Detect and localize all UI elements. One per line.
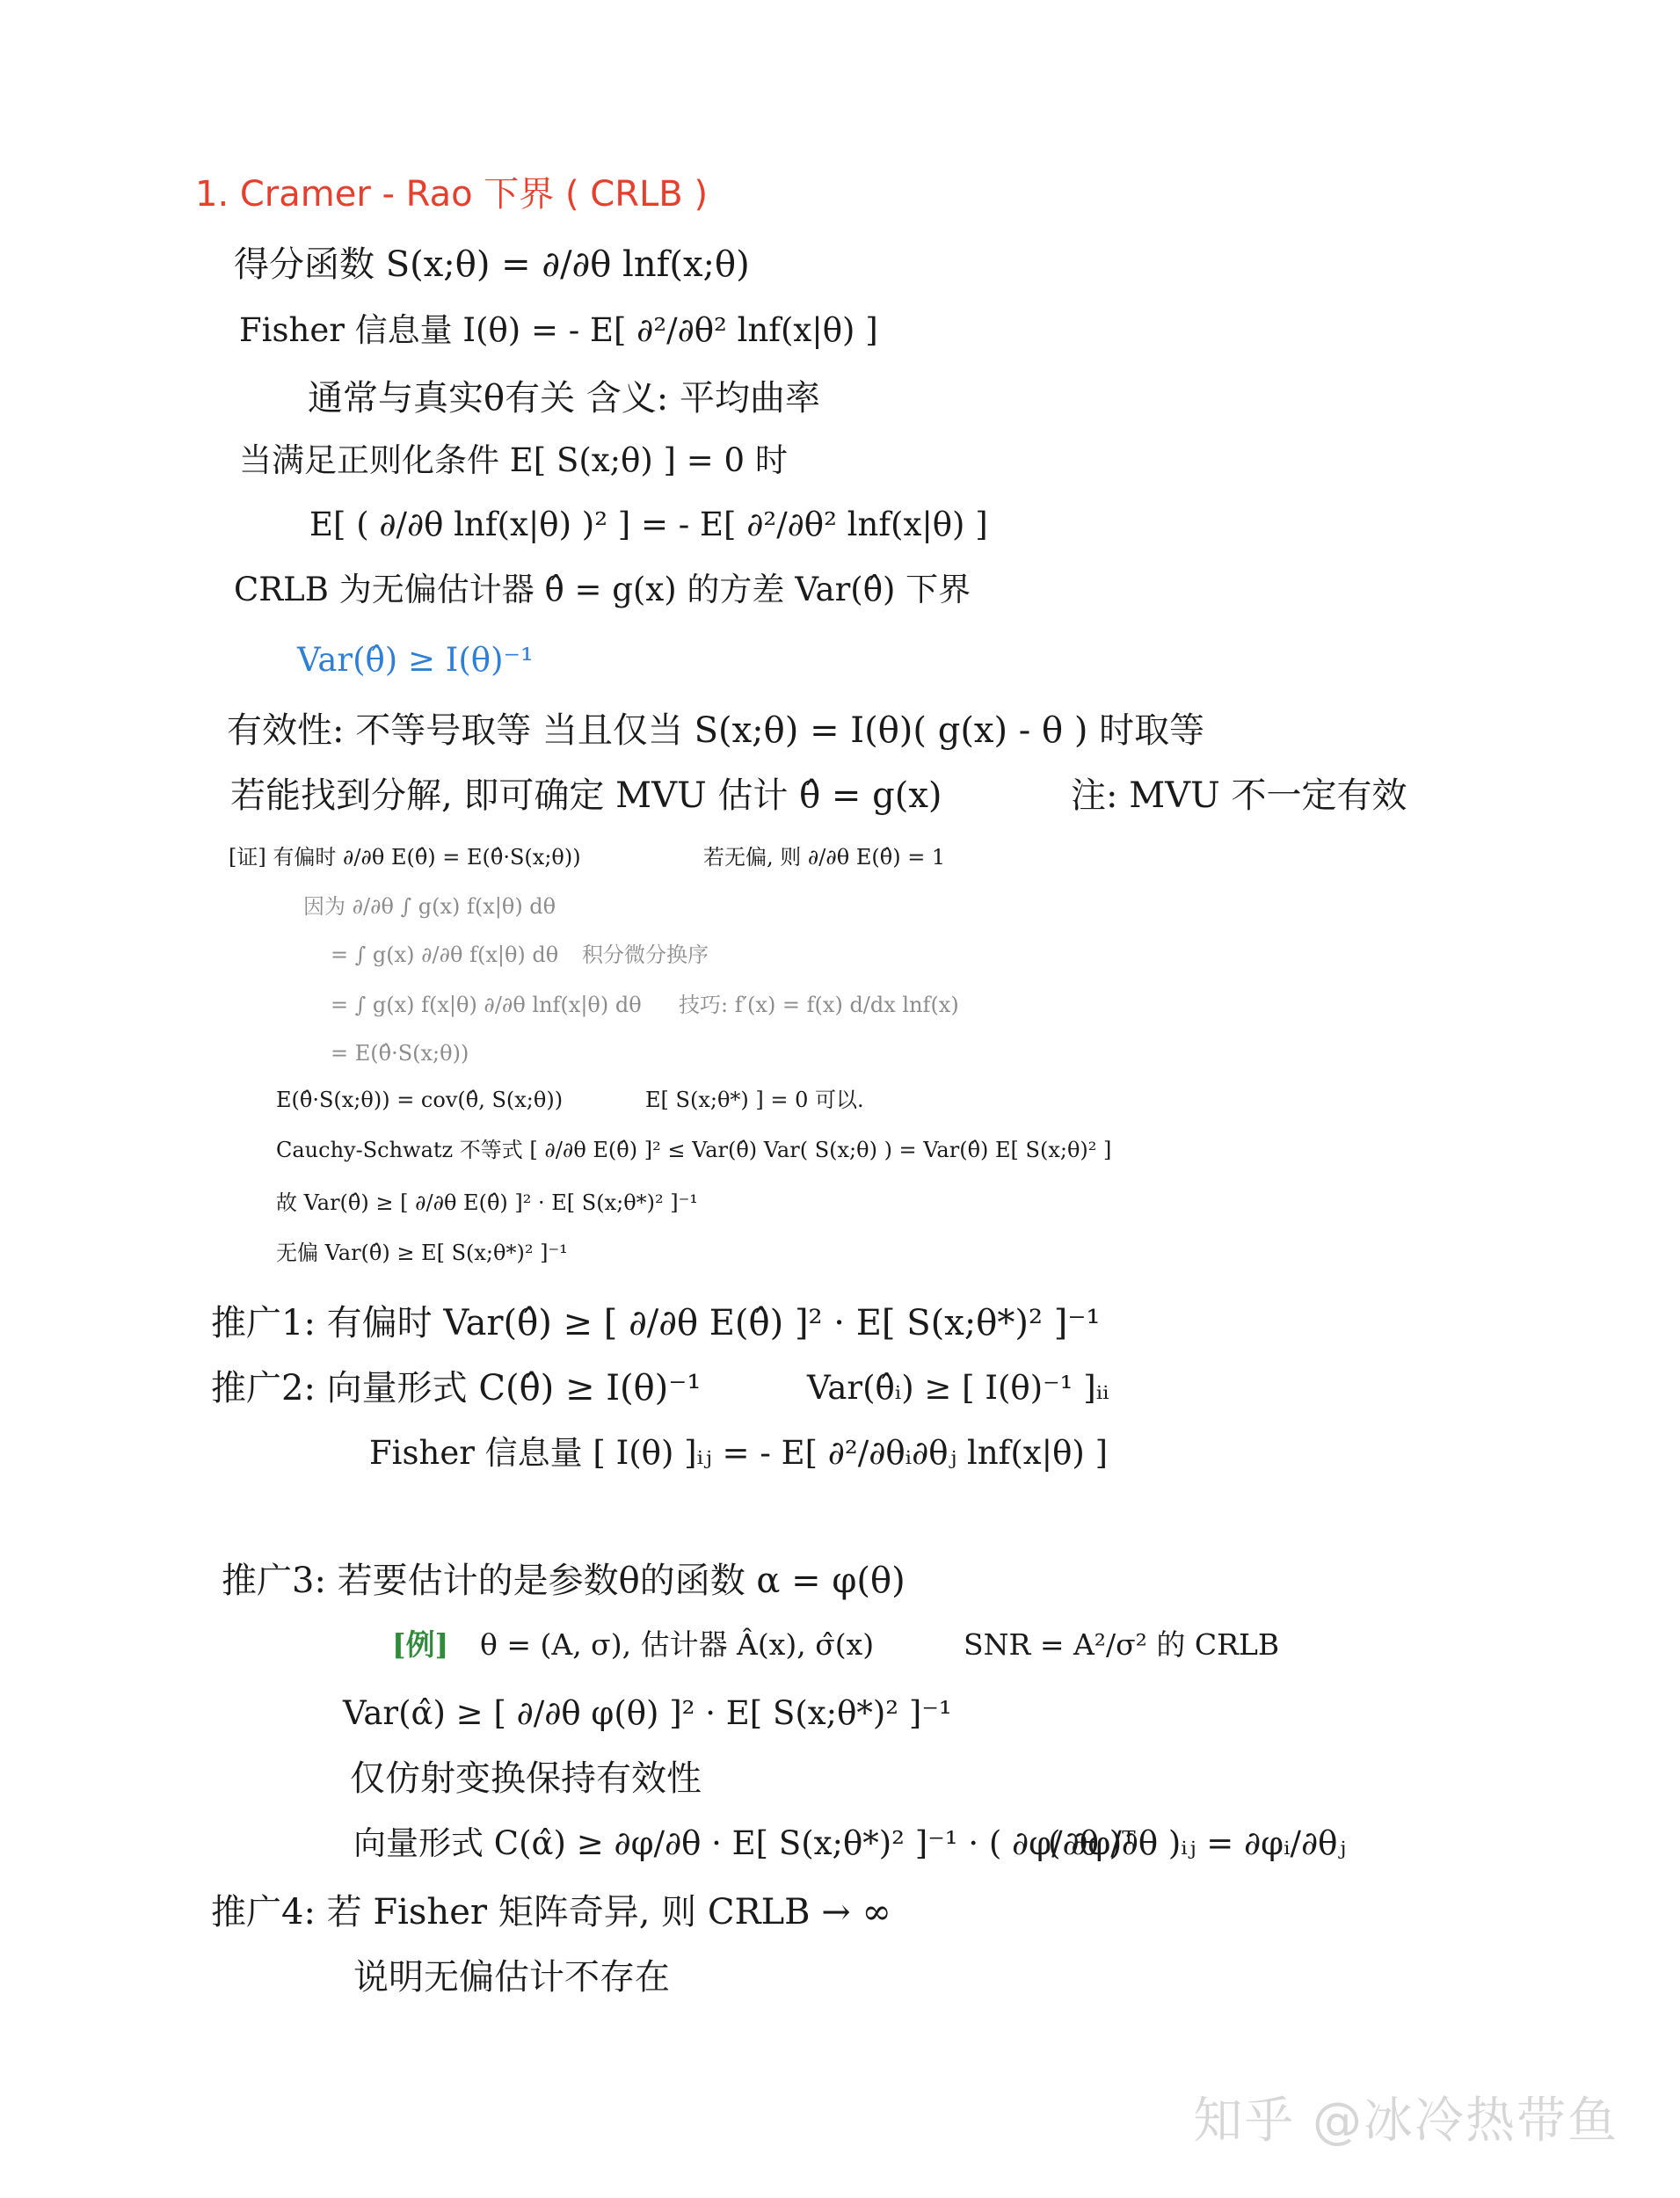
proof-line-4b: 技巧: f′(x) = f(x) d/dx lnf(x) [679, 993, 959, 1017]
extension-4: 推广4: 若 Fisher 矩阵奇异, 则 CRLB → ∞ [211, 1892, 891, 1932]
proof-line-5: = E(θ̂·S(x;θ)) [331, 1041, 469, 1066]
extension-3: 推广3: 若要估计的是参数θ的函数 α = φ(θ) [222, 1561, 905, 1601]
example-label: [例] [392, 1627, 449, 1662]
crlb-bound: Var(θ̂) ≥ I(θ)⁻¹ [297, 641, 534, 679]
proof-line-3b: 积分微分换序 [582, 943, 709, 967]
extension-1: 推广1: 有偏时 Var(θ̂) ≥ [ ∂/∂θ E(θ̂) ]² · E[ S(x;θ*)² ]⁻¹ [211, 1303, 1101, 1343]
identity-line: E[ ( ∂/∂θ lnf(x|θ) )² ] = - E[ ∂²/∂θ² lnf(x|θ) ] [309, 506, 988, 543]
proof-line-6: E(θ̂·S(x;θ)) = cov(θ̂, S(x;θ)) [276, 1088, 564, 1112]
proof-line-8: 故 Var(θ̂) ≥ [ ∂/∂θ E(θ̂) ]² · E[ S(x;θ*)² ]⁻¹ [276, 1190, 698, 1215]
proof-line-2: 因为 ∂/∂θ ∫ g(x) f(x|θ) dθ [303, 894, 556, 919]
extension-3-affine: 仅仿射变换保持有效性 [350, 1758, 702, 1799]
proof-line-1b: 若无偏, 则 ∂/∂θ E(θ̂) = 1 [703, 845, 946, 870]
meaning-line: 通常与真实θ有关 含义: 平均曲率 [308, 378, 820, 418]
mvu-note: 注: MVU 不一定有效 [1071, 775, 1407, 816]
extension-4-note: 说明无偏估计不存在 [353, 1957, 670, 1998]
proof-line-6b: E[ S(x;θ*) ] = 0 可以. [645, 1088, 864, 1112]
proof-line-7: Cauchy-Schwatz 不等式 [ ∂/∂θ E(θ̂) ]² ≤ Var(θ̂) Var( S(x;θ) ) = Var(θ̂) E[ S(x;θ)² ] [276, 1138, 1112, 1162]
example-snr: SNR = A²/σ² 的 CRLB [964, 1627, 1280, 1662]
proof-line-9: 无偏 Var(θ̂) ≥ E[ S(x;θ*)² ]⁻¹ [276, 1241, 568, 1265]
example-text: θ = (A, σ), 估计器 Â(x), σ̂(x) [480, 1627, 875, 1662]
extension-3-jacobian: ( ∂φ/∂θ )ᵢⱼ = ∂φᵢ/∂θⱼ [1048, 1824, 1347, 1862]
proof-line-4: = ∫ g(x) f(x|θ) ∂/∂θ lnf(x|θ) dθ [331, 993, 642, 1017]
score-function-line: 得分函数 S(x;θ) = ∂/∂θ lnf(x;θ) [234, 244, 750, 285]
extension-2-component: Var(θ̂ᵢ) ≥ [ I(θ)⁻¹ ]ᵢᵢ [807, 1369, 1109, 1407]
extension-2-fisher: Fisher 信息量 [ I(θ) ]ᵢⱼ = - E[ ∂²/∂θᵢ∂θⱼ lnf(x|θ) ] [369, 1434, 1109, 1472]
fisher-information-line: Fisher 信息量 I(θ) = - E[ ∂²/∂θ² lnf(x|θ) ] [239, 311, 878, 349]
extension-3-bound: Var(α̂) ≥ [ ∂/∂θ φ(θ) ]² · E[ S(x;θ*)² ]⁻¹ [343, 1694, 952, 1732]
extension-2: 推广2: 向量形式 C(θ̂) ≥ I(θ)⁻¹ [211, 1368, 702, 1408]
zhihu-watermark: 知乎 @冰冷热带鱼 [1193, 2092, 1618, 2150]
efficiency-line: 有效性: 不等号取等 当且仅当 S(x;θ) = I(θ)( g(x) - θ ) 时取等 [227, 710, 1205, 751]
regularity-line: 当满足正则化条件 E[ S(x;θ) ] = 0 时 [239, 441, 788, 479]
proof-line-3: = ∫ g(x) ∂/∂θ f(x|θ) dθ [331, 943, 559, 967]
factorization-line: 若能找到分解, 即可确定 MVU 估计 θ̂ = g(x) [230, 775, 942, 816]
extension-3-vector: 向量形式 C(α̂) ≥ ∂φ/∂θ · E[ S(x;θ*)² ]⁻¹ · ( ∂φ/∂θ )ᵀ [353, 1824, 1136, 1862]
proof-line-1: [证] 有偏时 ∂/∂θ E(θ̂) = E(θ̂·S(x;θ)) [229, 845, 581, 870]
crlb-definition-line: CRLB 为无偏估计器 θ̂ = g(x) 的方差 Var(θ̂) 下界 [234, 571, 971, 608]
section-heading: 1. Cramer - Rao 下界 ( CRLB ) [195, 174, 709, 215]
